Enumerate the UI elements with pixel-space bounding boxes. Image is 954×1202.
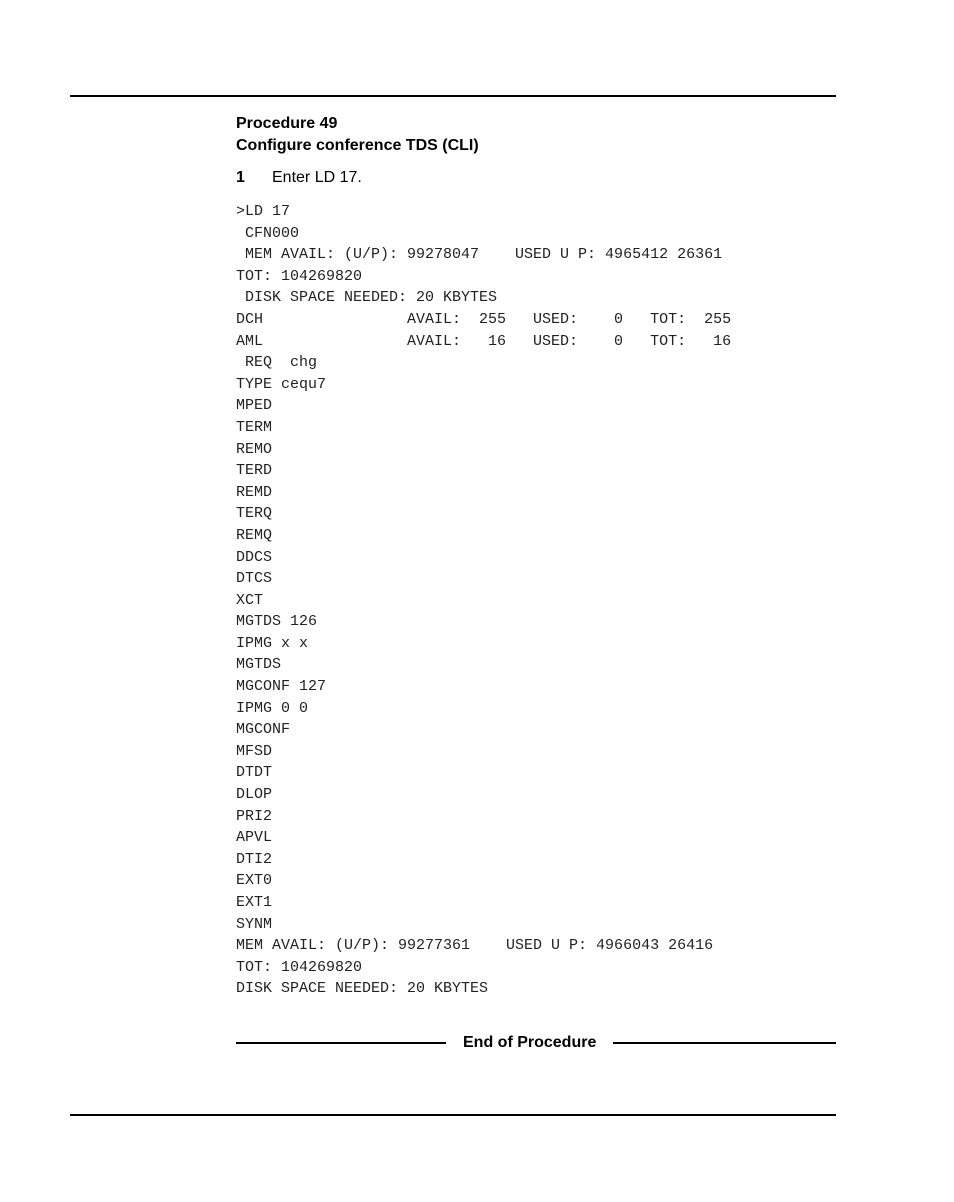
console-line: REMD (236, 483, 273, 501)
console-line: XCT (236, 591, 264, 609)
console-line: EXT0 (236, 872, 273, 890)
console-line: REQ chg (236, 354, 318, 372)
step-text: Enter LD 17. (272, 169, 362, 186)
console-line: MGCONF (236, 721, 291, 739)
console-line: MEM AVAIL: (U/P): 99277361 USED U P: 4966043 26416 (236, 937, 714, 955)
console-line: CFN000 (236, 224, 300, 242)
console-line: IPMG x x (236, 634, 309, 652)
procedure-title: Configure conference TDS (CLI) (236, 137, 479, 154)
console-line: DISK SPACE NEEDED: 20 KBYTES (236, 980, 489, 998)
console-line: TOT: 104269820 (236, 267, 363, 285)
procedure-heading (236, 113, 479, 157)
console-line: TERQ (236, 505, 273, 523)
console-line: MGCONF 127 (236, 678, 327, 696)
step-number: 1 (236, 169, 245, 186)
end-of-procedure-label: End of Procedure (463, 1034, 597, 1051)
console-line: MGTDS 126 (236, 613, 318, 631)
console-line: TOT: 104269820 (236, 958, 363, 976)
console-line: TERD (236, 462, 273, 480)
console-line: DLOP (236, 786, 273, 804)
console-line: DISK SPACE NEEDED: 20 KBYTES (236, 289, 498, 307)
end-rule-left (236, 1042, 446, 1044)
console-line: PRI2 (236, 807, 273, 825)
console-line: >LD 17 (236, 203, 291, 220)
step-1 (236, 168, 362, 188)
procedure-number: Procedure 49 (236, 115, 338, 132)
console-line: SYNM (236, 915, 273, 933)
header-rule (70, 95, 836, 97)
console-line: APVL (236, 829, 273, 847)
console-line: AML AVAIL: 16 USED: 0 TOT: 16 (236, 332, 732, 350)
console-line: MEM AVAIL: (U/P): 99278047 USED U P: 4965412 26361 (236, 246, 723, 264)
console-line: IPMG 0 0 (236, 699, 309, 717)
console-line: DTI2 (236, 850, 273, 868)
console-line: MFSD (236, 742, 273, 760)
footer-rule (70, 1114, 836, 1116)
console-line: REMQ (236, 526, 273, 544)
console-line: DTCS (236, 570, 273, 588)
console-output (236, 201, 731, 1000)
console-line: EXT1 (236, 894, 273, 911)
console-line: MPED (236, 397, 273, 415)
console-line: DTDT (236, 764, 273, 782)
console-line: REMO (236, 440, 273, 458)
console-line: DDCS (236, 548, 273, 566)
console-line: MGTDS (236, 656, 282, 674)
console-line: DCH AVAIL: 255 USED: 0 TOT: 255 (236, 310, 732, 328)
end-of-procedure (236, 1032, 836, 1054)
end-rule-right (613, 1042, 836, 1044)
console-line: TERM (236, 418, 273, 436)
console-line: TYPE cequ7 (236, 375, 327, 393)
